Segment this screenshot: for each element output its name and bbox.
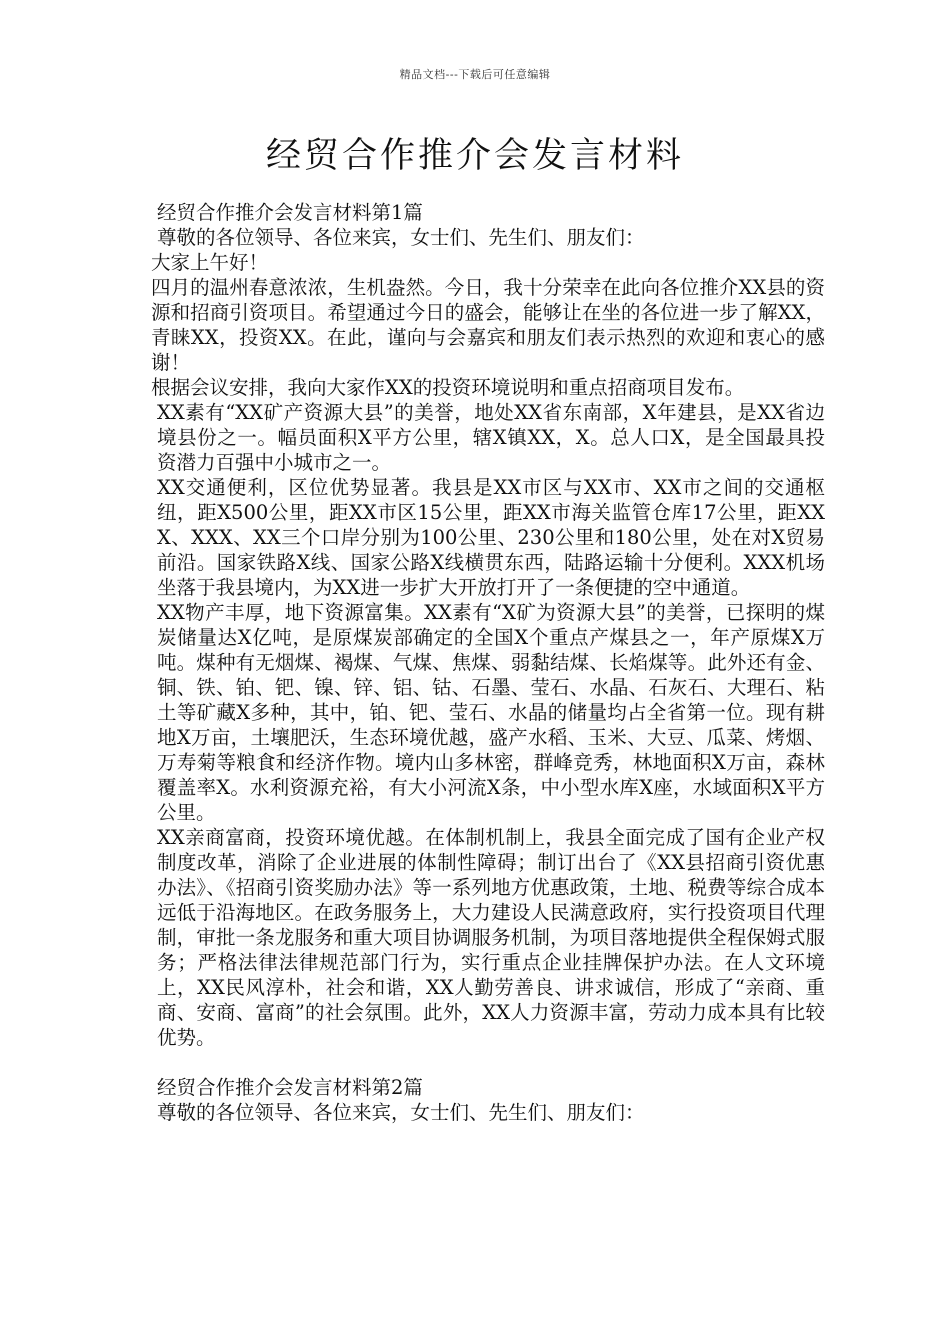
section-1-paragraph: 根据会议安排，我向大家作XX的投资环境说明和重点招商项目发布。: [151, 376, 745, 399]
section-1-paragraph: XX交通便利，区位优势显著。我县是XX市区与XX市、XX市之间的交通枢纽，距X500公里，距XX市区15公里，距XX市海关监管仓库17公里，距XXX、XXX、XX三个口岸分别为100公里、230公里和180公里，处在对X贸易前沿。国家铁路X线、国家公路X线横贯东西，陆路运输十分便利。XXX机场坐落于我县境内，为XX进一步扩大开放打开了一条便捷的空中通道。: [157, 476, 825, 599]
section-1-paragraph: XX素有“XX矿产资源大县”的美誉，地处XX省东南部，X年建县，是XX省边境县份之一。幅员面积X平方公里，辖X镇XX，X。总人口X，是全国最具投资潜力百强中小城市之一。: [157, 401, 825, 474]
section-spacer: [147, 1050, 825, 1075]
section-2-heading: 经贸合作推介会发言材料第2篇: [157, 1076, 423, 1099]
document-body: [147, 200, 825, 1125]
section-1-greeting: 大家上午好！: [151, 251, 269, 274]
section-1-salutation: 尊敬的各位领导、各位来宾，女士们、先生们、朋友们：: [157, 226, 645, 249]
header-note: 精品文档---下载后可任意编辑: [399, 68, 551, 81]
document-title: 经贸合作推介会发言材料: [265, 136, 684, 176]
section-1-paragraph: XX物产丰厚，地下资源富集。XX素有“X矿为资源大县”的美誉，已探明的煤炭储量达X亿吨，是原煤炭部确定的全国X个重点产煤县之一，年产原煤X万吨。煤种有无烟煤、褐煤、气煤、焦煤、弱黏结煤、长焰煤等。此外还有金、铜、铁、铂、钯、镍、锌、铝、钴、石墨、莹石、水晶、石灰石、大理石、粘土等矿藏X多种，其中，铂、钯、莹石、水晶的储量均占全省第一位。现有耕地X万亩，土壤肥沃，生态环境优越，盛产水稻、玉米、大豆、瓜菜、烤烟、万寿菊等粮食和经济作物。境内山多林密，群峰竞秀，林地面积X万亩，森林覆盖率X。水利资源充裕，有大小河流X条，中小型水库X座，水域面积X平方公里。: [157, 601, 825, 824]
section-1-heading: 经贸合作推介会发言材料第1篇: [157, 201, 423, 224]
section-2-salutation: 尊敬的各位领导、各位来宾，女士们、先生们、朋友们：: [157, 1101, 645, 1124]
section-1-paragraph: XX亲商富商，投资环境优越。在体制机制上，我县全面完成了国有企业产权制度改革，消除了企业进展的体制性障碍；制订出台了《XX县招商引资优惠办法》、《招商引资奖励办法》等一系列地方优惠政策，土地、税费等综合成本远低于沿海地区。在政务服务上，大力建设人民满意政府，实行投资项目代理制，审批一条龙服务和重大项目协调服务机制，为项目落地提供全程保姆式服务；严格法律法律规范部门行为，实行重点企业挂牌保护办法。在人文环境上，XX民风淳朴，社会和谐，XX人勤劳善良、讲求诚信，形成了“亲商、重商、安商、富商”的社会氛围。此外，XX人力资源丰富，劳动力成本具有比较优势。: [157, 826, 825, 1049]
section-1-paragraph: 四月的温州春意浓浓，生机盎然。今日，我十分荣幸在此向各位推介XX县的资源和招商引资项目。希望通过今日的盛会，能够让在坐的各位进一步了解XX，青睐XX，投资XX。在此，谨向与会嘉宾和朋友们表示热烈的欢迎和衷心的感谢！: [151, 276, 825, 374]
